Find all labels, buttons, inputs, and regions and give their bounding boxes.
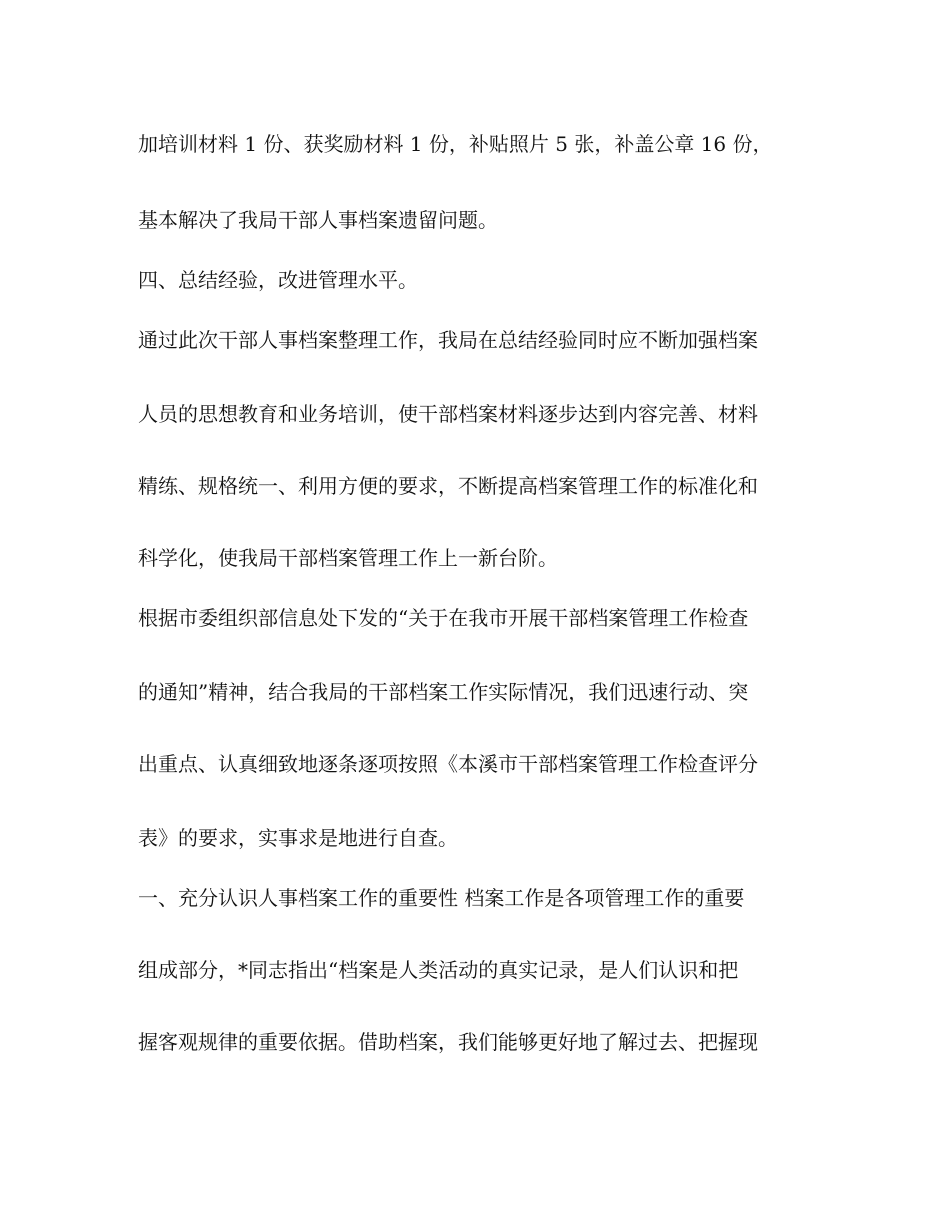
text-line-4: 通过此次干部人事档案整理工作，我局在总结经验同时应不断加强档案 bbox=[138, 328, 758, 352]
text-line-14: 握客观规律的重要依据。借助档案，我们能够更好地了解过去、把握现 bbox=[138, 1030, 758, 1054]
text-line-7: 科学化，使我局干部档案管理工作上一新台阶。 bbox=[138, 546, 558, 570]
section-heading-1: 一、充分认识人事档案工作的重要性 档案工作是各项管理工作的重要 bbox=[138, 886, 745, 910]
text-line-1: 加培训材料 1 份、获奖励材料 1 份，补贴照片 5 张，补盖公章 16 份， bbox=[138, 132, 773, 156]
text-line-8: 根据市委组织部信息处下发的“关于在我市开展干部档案管理工作检查 bbox=[138, 606, 749, 630]
text-line-10: 出重点、认真细致地逐条逐项按照《本溪市干部档案管理工作检查评分 bbox=[138, 752, 758, 776]
section-heading-4: 四、总结经验，改进管理水平。 bbox=[138, 268, 418, 292]
text-line-9: 的通知”精神，结合我局的干部档案工作实际情况，我们迅速行动、突 bbox=[138, 680, 749, 704]
text-line-13: 组成部分，*同志指出“档案是人类活动的真实记录，是人们认识和把 bbox=[138, 958, 739, 982]
text-line-11: 表》的要求，实事求是地进行自查。 bbox=[138, 826, 458, 850]
text-line-2: 基本解决了我局干部人事档案遗留问题。 bbox=[138, 208, 498, 232]
text-line-5: 人员的思想教育和业务培训，使干部档案材料逐步达到内容完善、材料 bbox=[138, 402, 758, 426]
text-line-6: 精练、规格统一、利用方便的要求，不断提高档案管理工作的标准化和 bbox=[138, 474, 758, 498]
